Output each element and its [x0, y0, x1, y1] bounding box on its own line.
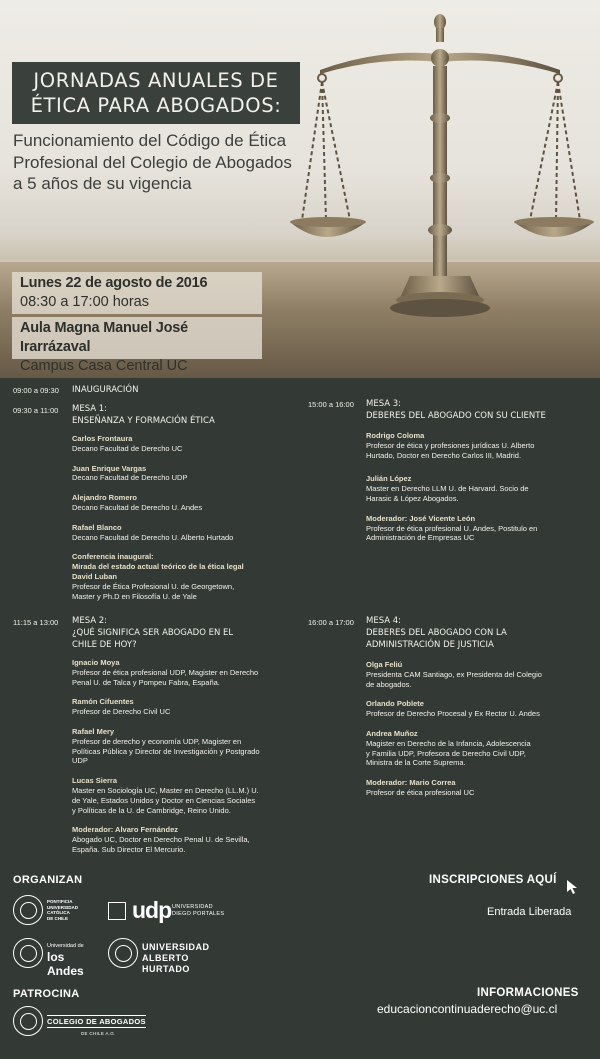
- mesa2-title: [72, 615, 233, 651]
- patrocina-label: PATROCINA: [13, 988, 80, 1000]
- speaker-role: y Familia UDP, Profesora de Derecho Civil UDP,: [366, 748, 526, 758]
- mesa1-speakers: [72, 434, 302, 601]
- speaker-role: Profesor de derecho y economía UDP, Magister en: [72, 736, 242, 746]
- mesa4-title-line2: DEBERES DEL ABOGADO CON LA: [366, 628, 507, 638]
- informaciones-label: INFORMACIONES: [477, 987, 579, 999]
- speaker-role: Decano Facultad de Derecho U. Alberto Hurtado: [72, 532, 234, 542]
- speaker-name: Carlos Frontaura: [72, 434, 133, 443]
- moderator-name: Moderador: Alvaro Fernández: [72, 825, 178, 835]
- mesa1-title-line1: MESA 1:: [72, 404, 108, 414]
- uah-logo-text: ALBERTO HURTADO: [142, 953, 190, 974]
- speaker-role: Master y Ph.D en Filosofía U. de Yale: [72, 591, 197, 601]
- uandes-logo: [13, 937, 103, 978]
- speaker-name: Andrea Muñoz: [366, 728, 418, 738]
- colegio-logo-subtext: DE CHILE A.G.: [81, 1031, 116, 1036]
- subtitle-line1: Funcionamiento del Código de Ética: [13, 131, 287, 150]
- mesa1-title-line2: ENSEÑANZA Y FORMACIÓN ÉTICA: [72, 416, 215, 426]
- speaker-role: Profesor de Derecho Civil UC: [72, 707, 171, 717]
- mesa2-title-line1: MESA 2:: [72, 616, 108, 626]
- uandes-seal-icon: [13, 938, 43, 968]
- speaker-name: Alejandro Romero: [72, 493, 138, 503]
- speaker-name: Ramón Cifuentes: [72, 697, 134, 707]
- mesa4-time: 16:00 a 17:00: [308, 618, 354, 627]
- speaker-role: Master en Derecho LLM U. de Harvard. Socio de: [366, 484, 529, 494]
- mesa3-title-line2: DEBERES DEL ABOGADO CON SU CLIENTE: [366, 411, 546, 421]
- colegio-abogados-logo: [13, 1006, 153, 1038]
- date-box: [12, 272, 262, 314]
- inauguracion-title: INAUGURACIÓN: [72, 385, 139, 395]
- cursor-arrow-icon[interactable]: [566, 879, 580, 895]
- speaker-name: Julián López: [366, 474, 412, 484]
- speaker-name: Olga Feliú: [366, 660, 403, 669]
- mesa3-title: [366, 398, 546, 422]
- event-title-line1: JORNADAS ANUALES DE: [33, 69, 279, 92]
- speaker-name: Ignacio Moya: [72, 658, 120, 667]
- speaker-role: UDP: [72, 756, 88, 766]
- speaker-role: Master en Sociología UC, Master en Derecho (LL.M.) U.: [72, 785, 259, 795]
- moderator-role: Profesor de ética profesional UC: [366, 787, 475, 797]
- uc-logo-text: CATÓLICA: [47, 910, 70, 915]
- mesa2-speakers: [72, 658, 302, 855]
- mesa4-title-line3: ADMINISTRACIÓN DE JUSTICIA: [366, 640, 494, 650]
- event-title-line2: ÉTICA PARA ABOGADOS:: [30, 94, 282, 117]
- hero-banner: [0, 0, 600, 378]
- speaker-role: Penal U. de Talca y Pompeu Fabra, España.: [72, 677, 220, 687]
- scale-of-justice-icon: [290, 8, 600, 378]
- udp-mark: udp: [132, 897, 172, 923]
- uah-logo-text: UNIVERSIDAD: [142, 942, 210, 952]
- subtitle-line3: a 5 años de su vigencia: [13, 174, 192, 193]
- inauguracion-time: 09:00 a 09:30: [13, 386, 59, 395]
- speaker-name: Rafael Blanco: [72, 522, 122, 532]
- moderator-role: Profesor de ética profesional U. Andes, Postitulo en: [366, 523, 538, 533]
- mesa2-title-line3: CHILE DE HOY?: [72, 640, 137, 650]
- uc-logo-text: UNIVERSIDAD: [47, 904, 79, 910]
- colegio-logo-text: COLEGIO DE ABOGADOS: [47, 1017, 146, 1026]
- speaker-role: de Yale, Estados Unidos y Doctor en Ciencias Sociales: [72, 795, 256, 805]
- udp-logo-text: DIEGO PORTALES: [172, 910, 225, 917]
- mesa1-title: [72, 403, 215, 427]
- speaker-role: Decano Facultad de Derecho UC: [72, 443, 183, 453]
- mesa4-title-line1: MESA 4:: [366, 616, 402, 626]
- mesa4-title: [366, 615, 507, 651]
- speaker-role: y Políticas de la U. de Cambridge, Reino Unido.: [72, 805, 231, 815]
- moderator-role: Administración de Empresas UC: [366, 533, 475, 543]
- organizan-label: ORGANIZAN: [13, 874, 83, 886]
- speaker-role: Hurtado, Doctor en Derecho Carlos III, Madrid.: [366, 450, 522, 460]
- subtitle-line2: Profesional del Colegio de Abogados: [13, 152, 292, 172]
- speaker-name: Juan Enrique Vargas: [72, 463, 147, 473]
- moderator-role: Abogado UC, Doctor en Derecho Penal U. de Sevilla,: [72, 835, 250, 845]
- event-date: Lunes 22 de agosto de 2016: [20, 275, 208, 291]
- udp-logo: [108, 898, 238, 928]
- speaker-name: Lucas Sierra: [72, 776, 118, 786]
- uah-logo: [108, 937, 238, 974]
- speaker-role: Decano Facultad de Derecho UDP: [72, 473, 188, 483]
- speaker-role: Harasic & López Abogados.: [366, 493, 459, 503]
- speaker-name: Orlando Poblete: [366, 699, 424, 709]
- speaker-role: Profesor de Derecho Procesal y Ex Rector U. Andes: [366, 709, 540, 719]
- mesa3-title-line1: MESA 3:: [366, 399, 402, 409]
- conference-label: Conferencia inaugural:: [72, 552, 154, 562]
- event-hours: 08:30 a 17:00 horas: [20, 294, 149, 310]
- event-campus: Campus Casa Central UC: [20, 358, 188, 374]
- mesa4-speakers: [366, 660, 578, 798]
- event-title-box: [12, 62, 300, 124]
- colegio-seal-icon: [13, 1006, 43, 1036]
- conference-title: Mirada del estado actual teórico de la ética legal: [72, 562, 244, 572]
- uc-logo: [13, 893, 103, 929]
- uandes-logo-text: Universidad de: [47, 943, 84, 949]
- moderator-role: España. Sub Director El Mercurio.: [72, 844, 186, 854]
- uc-seal-icon: [13, 895, 43, 925]
- speaker-role: Políticas Pública y Director de Investigación y Postgrado: [72, 746, 260, 756]
- speaker-role: Decano Facultad de Derecho U. Andes: [72, 502, 203, 512]
- speaker-role: Profesor de ética profesional UDP, Magister en Derecho: [72, 667, 259, 677]
- speaker-name: Rafael Mery: [72, 726, 115, 736]
- contact-email[interactable]: educacioncontinuaderecho@uc.cl: [377, 1002, 558, 1016]
- mesa1-time: 09:30 a 11:00: [13, 406, 59, 415]
- mesa3-time: 15:00 a 16:00: [308, 400, 354, 409]
- inscripciones-link[interactable]: INSCRIPCIONES AQUÍ: [429, 874, 557, 886]
- mesa2-time: 11:15 a 13:00: [13, 618, 59, 627]
- uc-logo-text: DE CHILE: [47, 915, 69, 921]
- speaker-name: Rodrigo Coloma: [366, 431, 425, 440]
- speaker-role: Ministra de la Corte Suprema.: [366, 758, 466, 768]
- speaker-role: Presidenta CAM Santiago, ex Presidenta del Colegio: [366, 669, 542, 679]
- speaker-role: Profesor de Ética Profesional U. de Georgetown,: [72, 581, 235, 591]
- speaker-name: David Luban: [72, 571, 118, 581]
- entrada-liberada: Entrada Liberada: [487, 906, 572, 918]
- udp-logo-text: UNIVERSIDAD: [172, 904, 213, 910]
- speaker-role: de abogados.: [366, 679, 412, 689]
- uah-seal-icon: [108, 938, 138, 968]
- uc-logo-text: PONTIFICIA: [47, 899, 73, 904]
- mesa2-title-line2: ¿QUÉ SIGNIFICA SER ABOGADO EN EL: [72, 628, 234, 638]
- mesa3-speakers: [366, 431, 578, 543]
- speaker-role: Magister en Derecho de la Infancia, Adolescencia: [366, 738, 531, 748]
- venue-box: [12, 317, 262, 374]
- moderator-name: Moderador: José Vicente León: [366, 513, 476, 523]
- event-venue: Aula Magna Manuel José Irarrázaval: [20, 320, 189, 355]
- moderator-name: Moderador: Mario Correa: [366, 778, 456, 788]
- uandes-logo-name: los Andes: [47, 950, 84, 978]
- speaker-role: Profesor de ética y profesiones jurídicas U. Alberto: [366, 440, 535, 450]
- udp-emblem-icon: [108, 902, 126, 920]
- event-subtitle: [13, 130, 313, 195]
